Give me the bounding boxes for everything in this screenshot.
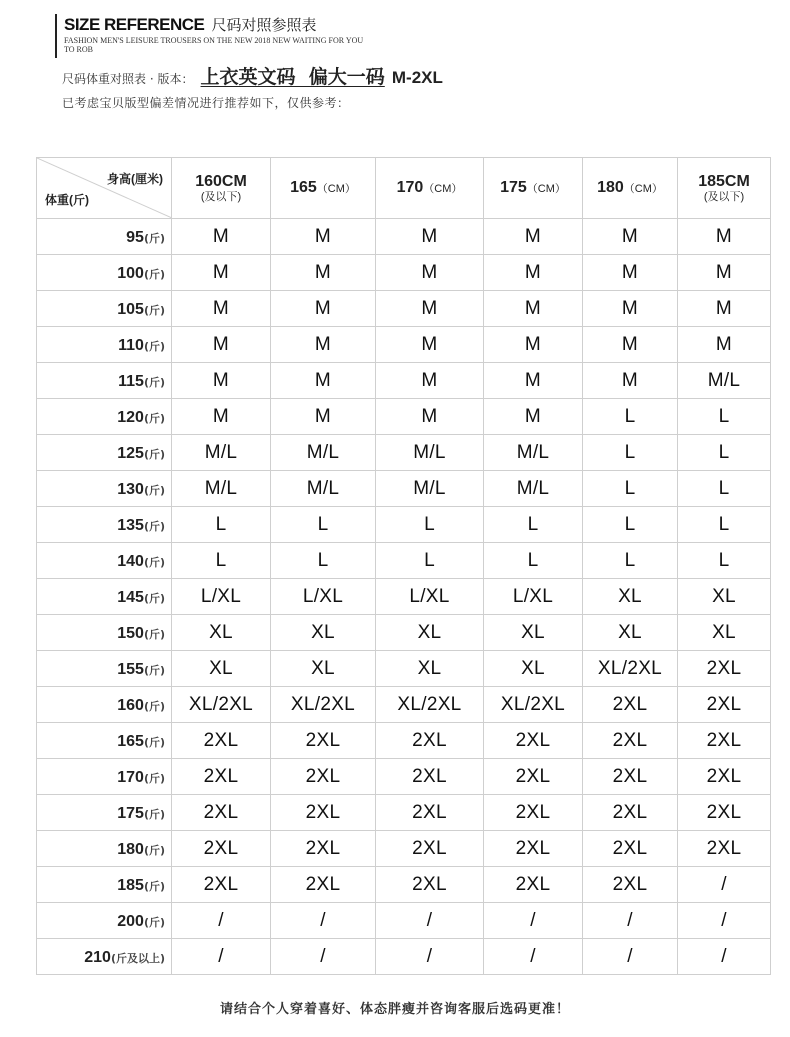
size-cell: M	[376, 255, 484, 291]
weight-value: 155	[117, 660, 144, 678]
height-label: 170	[396, 179, 424, 196]
size-cell: M	[172, 255, 271, 291]
table-row	[37, 831, 771, 867]
size-cell: M	[376, 219, 484, 255]
size-cell: M	[583, 291, 678, 327]
size-cell: /	[583, 903, 678, 939]
size-cell: 2XL	[583, 687, 678, 723]
weight-unit: (斤)	[143, 879, 165, 893]
size-cell: 2XL	[484, 723, 583, 759]
weight-unit: (斤)	[143, 411, 165, 425]
size-cell: XL/2XL	[376, 687, 484, 723]
height-sub: (及以下)	[703, 190, 745, 203]
table-row	[37, 219, 771, 255]
weight-unit: (斤)	[143, 231, 165, 245]
weight-cell	[37, 435, 172, 471]
weight-cell	[37, 759, 172, 795]
size-cell: XL/2XL	[484, 687, 583, 723]
size-cell: M	[583, 219, 678, 255]
weight-value: 200	[117, 912, 144, 930]
size-cell: XL	[376, 651, 484, 687]
height-header-185	[678, 158, 771, 219]
size-cell: 2XL	[583, 831, 678, 867]
size-cell: 2XL	[172, 795, 271, 831]
size-cell: L	[271, 507, 376, 543]
size-cell: L	[172, 507, 271, 543]
weight-unit: (斤)	[143, 591, 165, 605]
version-label: 尺码体重对照表 · 版本：	[62, 72, 194, 86]
table-row	[37, 255, 771, 291]
weight-value: 110	[118, 336, 144, 354]
size-cell: M	[678, 291, 771, 327]
table-row	[37, 471, 771, 507]
size-cell: /	[172, 939, 271, 975]
size-cell: XL	[678, 615, 771, 651]
weight-cell	[37, 687, 172, 723]
size-cell: 2XL	[583, 759, 678, 795]
weight-cell	[37, 795, 172, 831]
weight-cell	[37, 831, 172, 867]
size-cell: M	[271, 291, 376, 327]
size-cell: XL	[583, 579, 678, 615]
table-row	[37, 903, 771, 939]
size-cell: /	[583, 939, 678, 975]
weight-unit: (斤)	[143, 843, 165, 857]
footer-note: 请结合个人穿着喜好、体态胖瘦并咨询客服后选码更准！	[219, 1002, 570, 1017]
table-row	[37, 867, 771, 903]
size-cell: M	[376, 363, 484, 399]
weight-unit: (斤)	[143, 519, 165, 533]
size-cell: 2XL	[271, 795, 376, 831]
weight-unit: (斤)	[143, 555, 165, 569]
weight-value: 100	[117, 264, 144, 282]
weight-cell	[37, 255, 172, 291]
size-cell: XL/2XL	[271, 687, 376, 723]
size-cell: M	[583, 327, 678, 363]
size-cell: M/L	[271, 435, 376, 471]
size-cell: 2XL	[172, 723, 271, 759]
size-cell: 2XL	[376, 723, 484, 759]
weight-value: 160	[117, 696, 144, 714]
weight-axis-label: 体重(斤)	[45, 193, 89, 207]
weight-value: 120	[117, 408, 144, 426]
version-value: 上衣英文码 偏大一码	[200, 66, 385, 88]
size-cell: 2XL	[172, 831, 271, 867]
weight-unit: (斤)	[143, 663, 165, 677]
size-cell: 2XL	[484, 867, 583, 903]
weight-unit: (斤)	[143, 375, 165, 389]
size-cell: L	[484, 507, 583, 543]
size-cell: 2XL	[678, 795, 771, 831]
size-cell: M	[583, 255, 678, 291]
weight-cell	[37, 471, 172, 507]
table-row	[37, 723, 771, 759]
size-cell: 2XL	[678, 651, 771, 687]
size-cell: L/XL	[484, 579, 583, 615]
table-row	[37, 363, 771, 399]
size-cell: /	[172, 903, 271, 939]
table-row	[37, 399, 771, 435]
size-cell: M	[172, 291, 271, 327]
size-cell: 2XL	[376, 759, 484, 795]
size-cell: 2XL	[583, 867, 678, 903]
size-cell: M/L	[376, 471, 484, 507]
size-cell: /	[484, 903, 583, 939]
size-cell: 2XL	[271, 831, 376, 867]
table-row	[37, 543, 771, 579]
size-cell: /	[376, 903, 484, 939]
size-cell: M	[172, 399, 271, 435]
size-cell: L	[678, 471, 771, 507]
advice-text: 已考虑宝贝版型偏差情况进行推荐如下，仅供参考：	[62, 96, 350, 110]
size-cell: /	[678, 903, 771, 939]
weight-unit: (斤)	[143, 303, 165, 317]
size-cell: 2XL	[271, 759, 376, 795]
table-row	[37, 435, 771, 471]
size-cell: M	[271, 363, 376, 399]
size-cell: 2XL	[172, 759, 271, 795]
weight-cell	[37, 507, 172, 543]
size-cell: XL	[271, 615, 376, 651]
height-header-170	[376, 158, 484, 219]
size-cell: L/XL	[271, 579, 376, 615]
weight-cell	[37, 579, 172, 615]
table-row	[37, 579, 771, 615]
size-cell: L	[678, 399, 771, 435]
size-cell: M	[484, 363, 583, 399]
size-cell: L	[583, 507, 678, 543]
weight-cell	[37, 219, 172, 255]
weight-unit: (斤)	[143, 627, 165, 641]
weight-cell	[37, 291, 172, 327]
size-cell: /	[484, 939, 583, 975]
subtitle: FASHION MEN'S LEISURE TROUSERS ON THE NEW 2018 NEW WAITING FOR YOU TO ROB	[64, 36, 364, 54]
size-cell: /	[678, 867, 771, 903]
size-cell: M	[484, 399, 583, 435]
size-cell: M	[271, 399, 376, 435]
size-cell: L	[376, 543, 484, 579]
weight-cell	[37, 939, 172, 975]
size-cell: 2XL	[678, 831, 771, 867]
weight-cell	[37, 399, 172, 435]
size-cell: /	[271, 903, 376, 939]
weight-value: 170	[117, 768, 144, 786]
height-label: 175	[500, 179, 527, 196]
size-cell: XL	[172, 615, 271, 651]
table-row	[37, 327, 771, 363]
weight-unit: (斤)	[143, 807, 165, 821]
height-label: 165	[290, 179, 317, 196]
size-cell: L/XL	[376, 579, 484, 615]
size-table	[36, 157, 771, 975]
size-cell: M/L	[271, 471, 376, 507]
size-cell: XL	[484, 615, 583, 651]
weight-unit: (斤)	[143, 267, 165, 281]
size-cell: 2XL	[484, 831, 583, 867]
table-row	[37, 795, 771, 831]
weight-cell	[37, 363, 172, 399]
size-cell: 2XL	[271, 723, 376, 759]
height-label: 160CM	[195, 172, 247, 190]
size-cell: XL	[172, 651, 271, 687]
size-cell: L	[583, 471, 678, 507]
corner-diagonal	[37, 158, 172, 218]
size-cell: M	[678, 327, 771, 363]
size-cell: M	[376, 327, 484, 363]
height-header-160	[172, 158, 271, 219]
weight-value: 125	[117, 444, 144, 462]
size-cell: XL	[484, 651, 583, 687]
size-cell: M/L	[484, 471, 583, 507]
size-cell: 2XL	[376, 795, 484, 831]
height-header-175	[484, 158, 583, 219]
size-cell: /	[376, 939, 484, 975]
size-cell: L/XL	[172, 579, 271, 615]
size-cell: M	[172, 363, 271, 399]
height-label: 180	[597, 179, 624, 196]
height-header-180	[583, 158, 678, 219]
size-cell: L	[376, 507, 484, 543]
size-cell: 2XL	[484, 795, 583, 831]
size-cell: L	[583, 399, 678, 435]
height-label: 185CM	[698, 172, 750, 190]
size-cell: 2XL	[376, 867, 484, 903]
weight-value: 150	[117, 624, 144, 642]
size-cell: 2XL	[583, 795, 678, 831]
size-cell: M	[678, 255, 771, 291]
version-range: M-2XL	[391, 68, 443, 87]
weight-unit: (斤)	[143, 339, 165, 353]
height-unit: （CM）	[623, 183, 663, 195]
weight-value: 140	[117, 552, 144, 570]
size-cell: 2XL	[172, 867, 271, 903]
size-cell: M	[583, 363, 678, 399]
weight-cell	[37, 615, 172, 651]
size-cell: L	[678, 507, 771, 543]
size-cell: 2XL	[678, 759, 771, 795]
size-cell: M	[271, 327, 376, 363]
size-cell: M	[172, 327, 271, 363]
size-cell: 2XL	[376, 831, 484, 867]
weight-value: 165	[117, 732, 144, 750]
weight-value: 135	[117, 516, 144, 534]
weight-value: 115	[118, 372, 144, 390]
size-cell: /	[271, 939, 376, 975]
weight-unit: (斤)	[143, 771, 165, 785]
size-cell: XL	[678, 579, 771, 615]
size-cell: M	[172, 219, 271, 255]
weight-cell	[37, 903, 172, 939]
size-reference-header	[55, 14, 374, 58]
size-cell: 2XL	[678, 723, 771, 759]
title-english: SIZE REFERENCE	[64, 15, 205, 34]
weight-unit: (斤)	[143, 483, 165, 497]
size-cell: M	[271, 219, 376, 255]
size-cell: L	[583, 543, 678, 579]
weight-unit: (斤)	[143, 447, 165, 461]
size-cell: L	[172, 543, 271, 579]
table-row	[37, 687, 771, 723]
table-row	[37, 759, 771, 795]
size-table-body	[37, 219, 771, 975]
weight-value: 130	[117, 480, 144, 498]
size-cell: M/L	[678, 363, 771, 399]
weight-unit: (斤)	[143, 735, 165, 749]
size-cell: M	[484, 219, 583, 255]
weight-value: 95	[126, 228, 144, 246]
size-cell: L	[678, 435, 771, 471]
height-unit: （CM）	[316, 183, 356, 195]
size-cell: M/L	[172, 435, 271, 471]
size-cell: /	[678, 939, 771, 975]
height-unit: （CM）	[423, 183, 463, 195]
size-cell: 2XL	[583, 723, 678, 759]
size-cell: M/L	[376, 435, 484, 471]
weight-unit: (斤)	[143, 915, 165, 929]
size-cell: XL	[583, 615, 678, 651]
height-sub: (及以下)	[200, 190, 242, 203]
size-cell: L	[583, 435, 678, 471]
size-cell: M/L	[484, 435, 583, 471]
table-row	[37, 507, 771, 543]
size-cell: M	[484, 255, 583, 291]
table-row	[37, 291, 771, 327]
size-cell: M	[678, 219, 771, 255]
size-cell: L	[271, 543, 376, 579]
weight-value: 145	[117, 588, 144, 606]
weight-value: 185	[117, 876, 144, 894]
table-row	[37, 939, 771, 975]
size-cell: M	[484, 327, 583, 363]
table-row	[37, 651, 771, 687]
size-cell: 2XL	[271, 867, 376, 903]
size-cell: 2XL	[484, 759, 583, 795]
weight-value: 210	[84, 948, 111, 966]
corner-cell	[37, 158, 172, 219]
weight-cell	[37, 867, 172, 903]
size-cell: XL	[376, 615, 484, 651]
weight-cell	[37, 651, 172, 687]
size-cell: M	[484, 291, 583, 327]
weight-unit: (斤)	[143, 699, 165, 713]
title-chinese: 尺码对照参照表	[211, 16, 317, 34]
weight-cell	[37, 327, 172, 363]
weight-value: 175	[117, 804, 144, 822]
weight-cell	[37, 543, 172, 579]
height-header-165	[271, 158, 376, 219]
size-cell: M	[376, 291, 484, 327]
title-line	[64, 14, 374, 36]
size-cell: M	[376, 399, 484, 435]
weight-unit: (斤及以上)	[110, 951, 165, 965]
header-row	[37, 158, 771, 219]
size-cell: L	[678, 543, 771, 579]
size-cell: XL	[271, 651, 376, 687]
size-cell: XL/2XL	[172, 687, 271, 723]
weight-value: 105	[117, 300, 144, 318]
height-unit: （CM）	[526, 183, 566, 195]
weight-cell	[37, 723, 172, 759]
height-axis-label: 身高(厘米)	[107, 172, 163, 186]
table-row	[37, 615, 771, 651]
size-cell: XL/2XL	[583, 651, 678, 687]
version-line	[62, 62, 443, 88]
size-cell: L	[484, 543, 583, 579]
size-cell: M	[271, 255, 376, 291]
size-cell: 2XL	[678, 687, 771, 723]
weight-value: 180	[117, 840, 144, 858]
size-cell: M/L	[172, 471, 271, 507]
